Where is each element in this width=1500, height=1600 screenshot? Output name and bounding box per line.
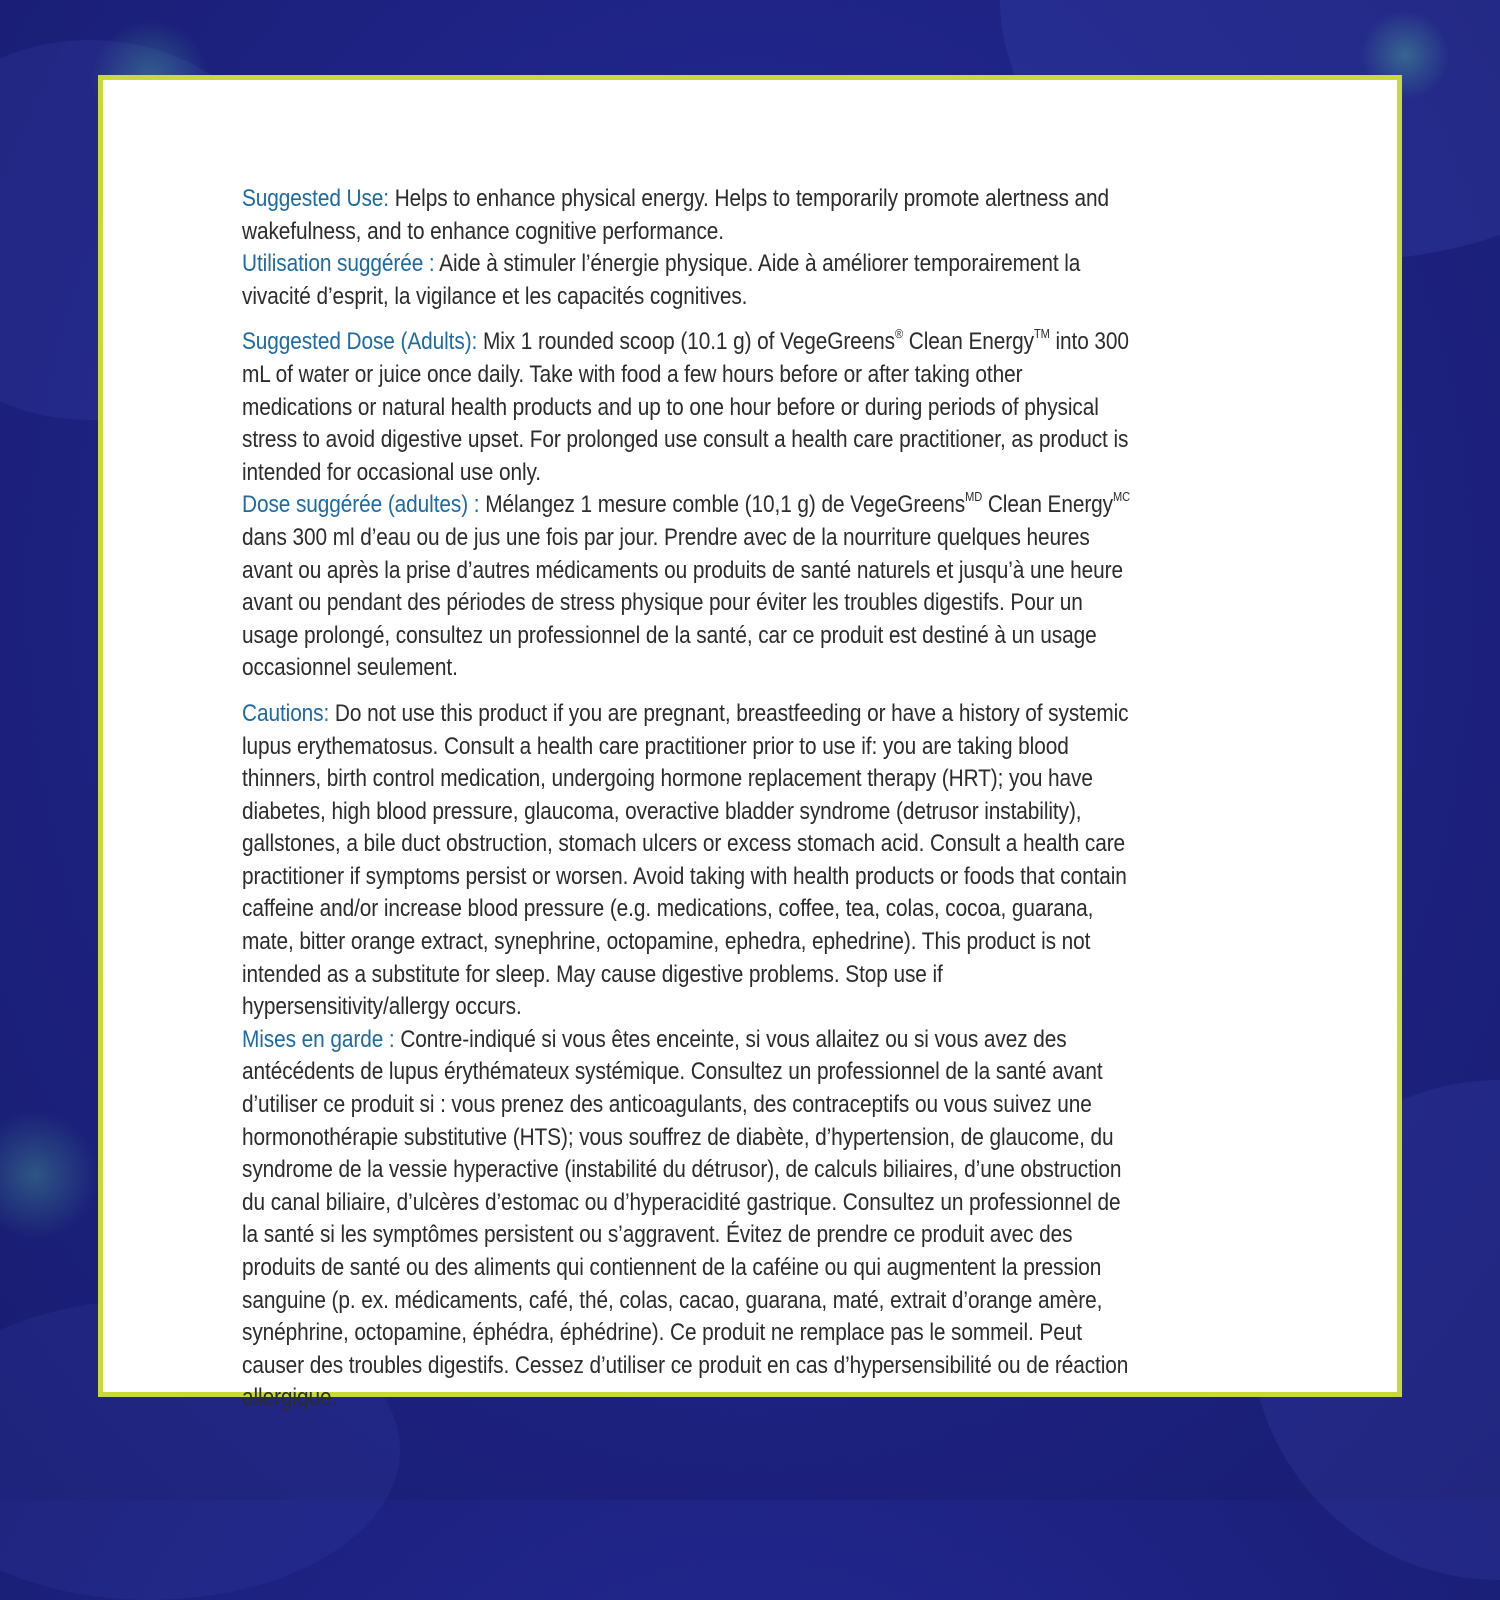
cautions-fr-text: Contre-indiqué si vous êtes enceinte, si vous allaitez ou si vous avez des antécédents de lupus érythémateux systémique. Consultez un professionnel de la santé avant d’utiliser ce produit si : vous prenez des anticoagulants, des contraceptifs ou vous suivez une hormonothérapie substitutive (HTS); vous souffrez de diabète, d’hypertension, de glaucome, du syndrome de la vessie hyperactive (instabilité du détrusor), de calculs biliaires, d’une obstruction du canal biliaire, d’ulcères d’estomac ou d’hyperacidité gastrique. Consultez un professionnel de la santé si les symptômes persistent ou s’aggravent. Évitez de prendre ce produit avec des produits de santé ou des aliments qui contiennent de la caféine ou qui augmentent la pression sanguine (p. ex. médicaments, café, thé, colas, cacao, guarana, maté, extrait d’orange amère, synéphrine, octopamine, éphédra, éphédrine). Ce produit ne remplace pas le sommeil. Peut causer des troubles digestifs. Cessez d’utiliser ce produit en cas d’hypersensibilité ou de réaction allergique. — [242, 1025, 1129, 1412]
suggested-dose-fr — [242, 489, 1135, 685]
cautions-en-label: Cautions: — [242, 699, 330, 727]
suggested-dose-en-label: Suggested Dose (Adults): — [242, 328, 478, 356]
cautions-fr-label: Mises en garde : — [242, 1025, 395, 1053]
suggested-use-fr — [242, 248, 1135, 313]
suggested-use-en-text: Helps to enhance physical energy. Helps to temporarily promote alertness and wakefulness, and to enhance cognitive performance. — [242, 185, 1110, 245]
cautions-en-text: Do not use this product if you are pregnant, breastfeeding or have a history of systemic lupus erythematosus. Consult a health care practitioner prior to use if: you are taking blood thinners, birth control medication, undergoing hormone replacement therapy (HRT); you have diabetes, high blood pressure, glaucoma, overactive bladder syndrome (detrusor instability), gallstones, a bile duct obstruction, stomach ulcers or excess stomach acid. Consult a health care practitioner if symptoms persist or worsen. Avoid taking with health products or foods that contain caffeine and/or increase blood pressure (e.g. medications, coffee, tea, colas, cocoa, guarana, mate, bitter orange extract, synephrine, octopamine, ephedra, ephedrine). This product is not intended as a substitute for sleep. May cause digestive problems. Stop use if hypersensitivity/allergy occurs. — [242, 699, 1129, 1021]
suggested-use-fr-text: Aide à stimuler l’énergie physique. Aide à améliorer temporairement la vivacité d’esprit, la vigilance et les capacités cognitives. — [242, 250, 1081, 310]
label-content — [242, 183, 1135, 1415]
cautions-en — [242, 698, 1135, 1024]
suggested-use-en — [242, 183, 1135, 248]
suggested-dose-en-text-c: into 300 mL of water or juice once daily. Take with food a few hours before or after taking other medications or natural health products and up to one hour before or during periods of physical stress to avoid digestive upset. For prolonged use consult a health care practitioner, as product is intended for occasional use only. — [242, 328, 1129, 486]
suggested-dose-en-text-b: Clean Energy — [908, 328, 1034, 356]
label-panel — [98, 75, 1402, 1412]
cautions-fr — [242, 1024, 1135, 1415]
suggested-dose-fr-label: Dose suggérée (adultes) : — [242, 491, 480, 519]
background-glow — [0, 1110, 100, 1240]
trademark-mark: TM — [1033, 326, 1050, 342]
suggested-dose-en — [242, 326, 1135, 489]
registered-mark: ® — [895, 326, 904, 342]
trademark-mark-fr: MC — [1112, 489, 1131, 505]
suggested-use-fr-label: Utilisation suggérée : — [242, 250, 435, 278]
suggested-dose-fr-text-c: dans 300 ml d’eau ou de jus une fois par jour. Prendre avec de la nourriture quelques heures avant ou après la prise d’autres médicaments ou produits de santé naturels et jusqu’à une heure avant ou pendant des périodes de stress physique pour éviter les troubles digestifs. Pour un usage prolongé, consultez un professionnel de la santé, car ce produit est destiné à un usage occasionnel seulement. — [242, 523, 1124, 682]
suggested-dose-fr-text-a: Mélangez 1 mesure comble (10,1 g) de VegeGreens — [485, 491, 966, 519]
suggested-dose-en-text-a: Mix 1 rounded scoop (10.1 g) of VegeGreens — [482, 328, 896, 356]
suggested-dose-fr-text-b: Clean Energy — [987, 491, 1113, 519]
suggested-use-en-label: Suggested Use: — [242, 185, 389, 212]
registered-mark-fr: MD — [965, 489, 983, 505]
